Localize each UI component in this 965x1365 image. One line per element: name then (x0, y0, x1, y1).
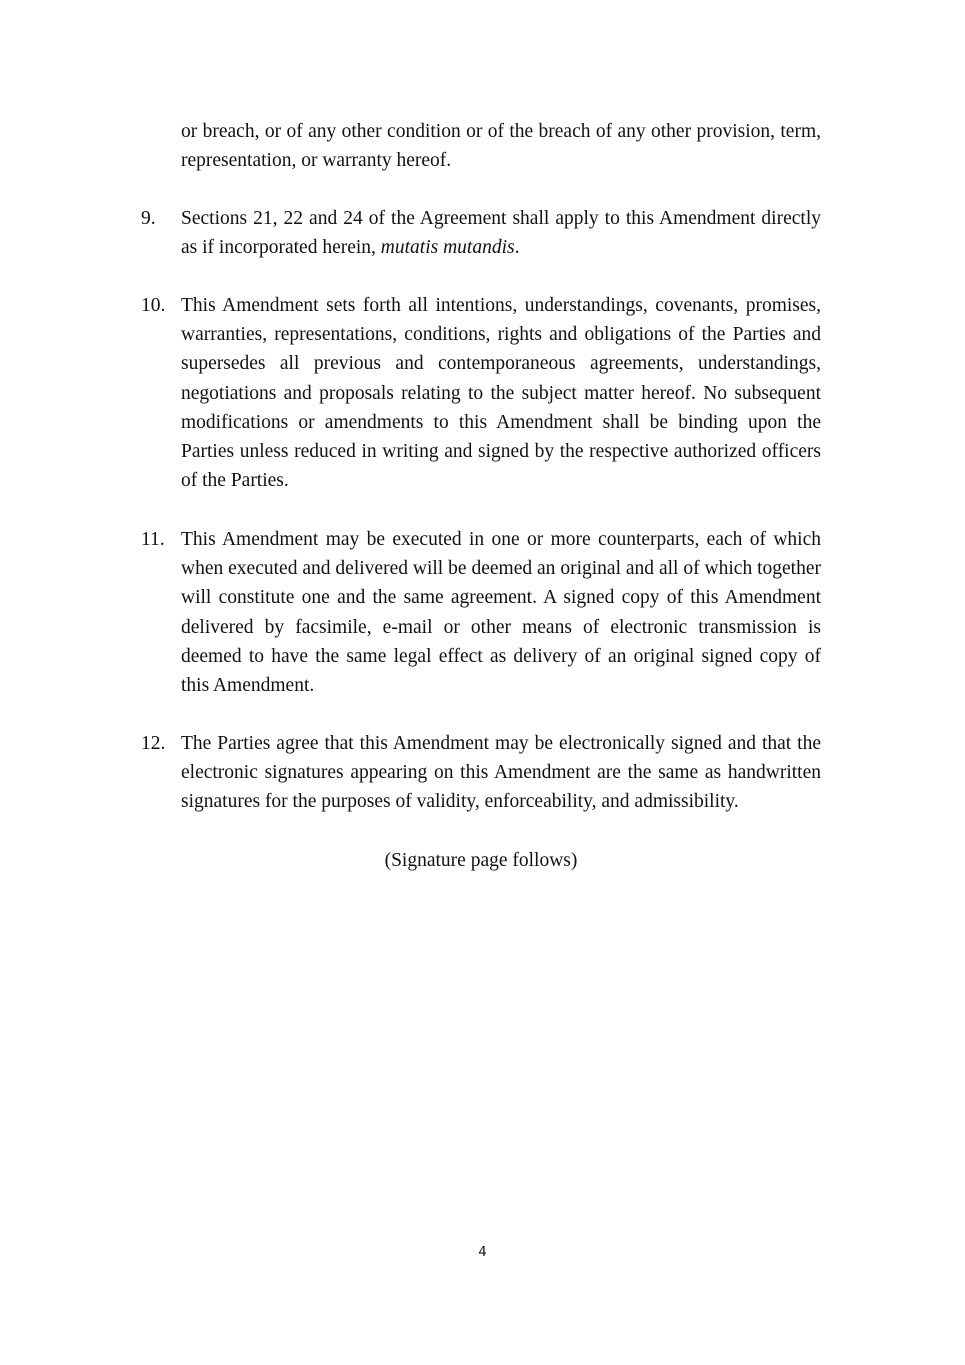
clause-italic-term: mutatis mutandis (380, 237, 515, 259)
continuation-paragraph: or breach, or of any other condition or of the breach of any other provision, term, representation, or warranty hereof. (181, 121, 821, 172)
clause-number: 9. (141, 208, 156, 229)
clause-number: 10. (141, 295, 166, 316)
signature-page-note: (Signature page follows) (384, 850, 578, 871)
clause-10 (141, 291, 821, 495)
clause-11 (141, 525, 821, 700)
page-number: 4 (478, 1245, 487, 1260)
clause-text: The Parties agree that this Amendment may be electronically signed and that the electronic signatures appearing on this Amendment are the same as handwritten signatures for the purposes of validity, enforceability, and admissibility. (181, 733, 821, 813)
clause-text: This Amendment sets forth all intentions, understandings, covenants, promises, warranties, representations, conditions, rights and obligations of the Parties and supersedes all previous and contemporaneous agreements, understandings, negotiations and proposals relating to the subject matter hereof. No subsequent modifications or amendments to this Amendment shall be binding upon the Parties unless reduced in writing and signed by the respective authorized officers of the Parties. (181, 295, 821, 492)
clause-9 (141, 204, 821, 262)
clause-number: 11. (141, 529, 165, 550)
clause-text: This Amendment may be executed in one or more counterparts, each of which when executed and delivered will be deemed an original and all of which together will constitute one and the same agreement. A signed copy of this Amendment delivered by facsimile, e-mail or other means of electronic transmission is deemed to have the same legal effect as delivery of an original signed copy of this Amendment. (181, 529, 821, 697)
clause-number: 12. (141, 733, 166, 754)
clause-text: Sections 21, 22 and 24 of the Agreement shall apply to this Amendment directly as if incorporated herein, mutatis mutandis. (181, 208, 821, 259)
clause-12 (141, 729, 821, 817)
